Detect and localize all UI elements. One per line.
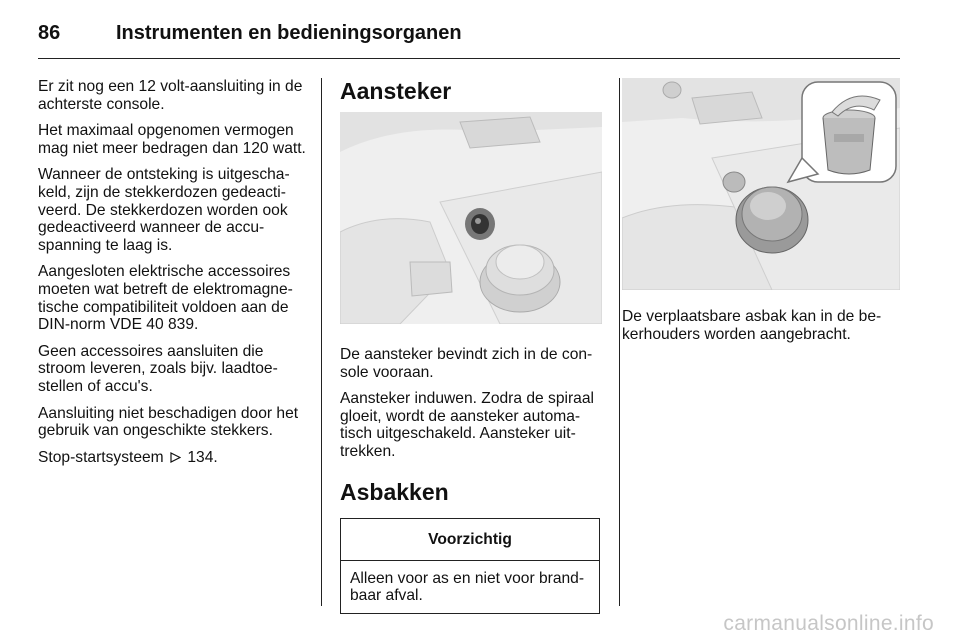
- watermark: carmanualsonline.info: [723, 612, 934, 635]
- column-middle: [340, 78, 602, 614]
- paragraph: Het maximaal opgenomen vermogen mag niet meer bedragen dan 120 watt.: [38, 122, 306, 157]
- column-left: [38, 78, 306, 475]
- paragraph: Er zit nog een 12 volt-aansluiting in de achterste console.: [38, 78, 303, 113]
- paragraph: Geen accessoires aansluiten die stroom leveren, zoals bijv. laadtoe-stellen of accu's.: [38, 342, 278, 395]
- paragraph: Wanneer de ontsteking is uitgescha-keld, zijn de stekkerdozen gedeacti-veerd. De stekkerdozen worden ook gedeactiveerd wanneer de accu-spanning te laag is.: [38, 166, 290, 254]
- paragraph: Aansluiting niet beschadigen door het gebruik van ongeschikte stekkers.: [38, 404, 299, 440]
- cross-reference-page: 134.: [187, 448, 218, 466]
- paragraph: Aansteker induwen. Zodra de spiraal gloeit, wordt de aansteker automa-tisch uitgeschakeld. Aansteker uit-trekken.: [340, 390, 594, 460]
- column-right: [622, 78, 900, 352]
- section-heading-lighter: Aansteker: [340, 78, 452, 104]
- cross-reference-arrow-icon: [170, 449, 181, 467]
- cigarette-lighter-illustration: [340, 112, 602, 324]
- caution-box: [340, 518, 600, 614]
- header-rule: [38, 58, 900, 59]
- ashtray-illustration: [622, 78, 900, 290]
- cross-reference-text: Stop-startsysteem: [38, 448, 164, 466]
- page-title: Instrumenten en bedieningsorganen: [116, 22, 462, 44]
- caution-title: Voorzichtig: [341, 519, 599, 561]
- column-divider-left: [321, 78, 322, 606]
- caution-text: Alleen voor as en niet voor brand-baar afval.: [350, 569, 585, 605]
- section-heading-ashtrays: Asbakken: [340, 478, 449, 505]
- paragraph: Aangesloten elektrische accessoires moeten wat betreft de elektromagne-tische compatibiliteit voldoen aan de DIN-norm VDE 40 839.: [38, 263, 293, 334]
- page-number: 86: [38, 22, 61, 44]
- column-divider-right: [619, 78, 620, 606]
- paragraph: De verplaatsbare asbak kan in de be-kerhouders worden aangebracht.: [622, 308, 882, 343]
- cross-reference[interactable]: [38, 449, 306, 467]
- paragraph: De aansteker bevindt zich in de con-sole vooraan.: [340, 346, 593, 381]
